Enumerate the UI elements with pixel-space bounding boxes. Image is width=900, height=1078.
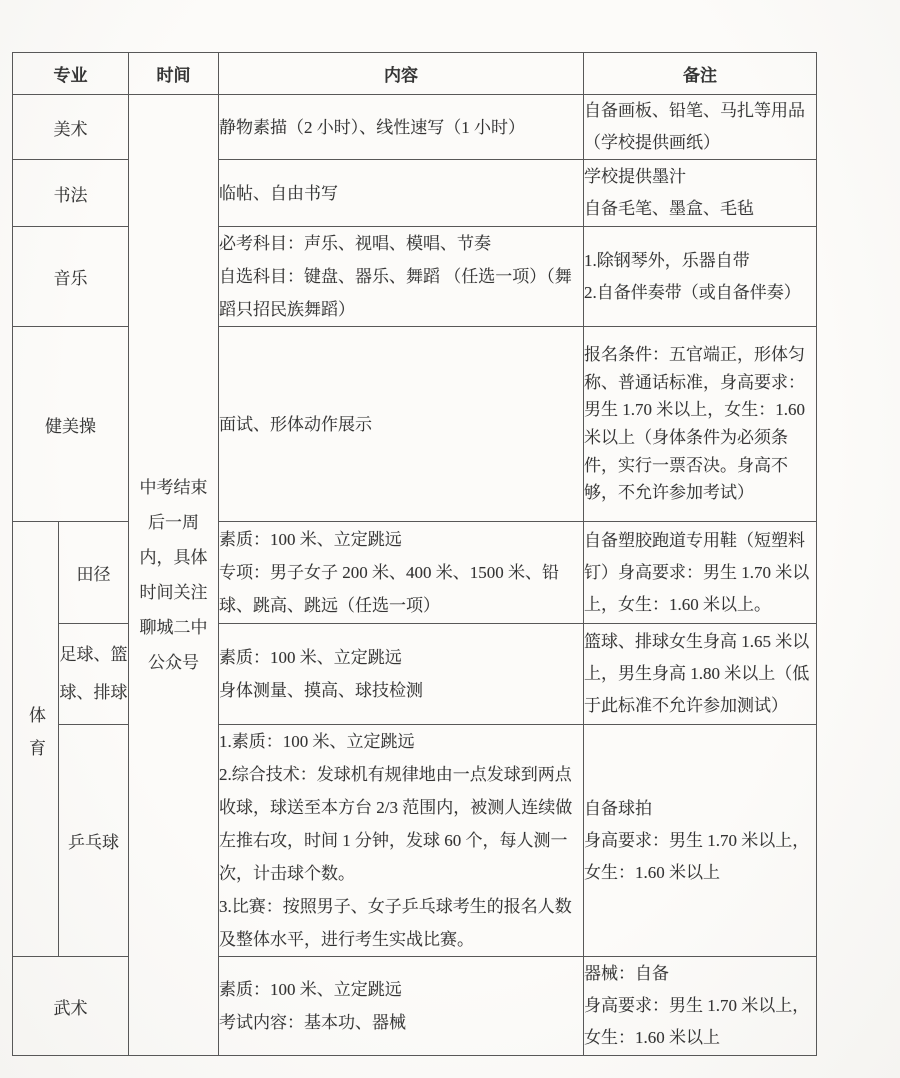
table-tennis-content-cell bbox=[219, 725, 584, 957]
time-cell bbox=[129, 95, 219, 1056]
text-line: 专项：男子女子 200 米、400 米、1500 米、铅球、跳高、跳远（任选一项） bbox=[219, 563, 559, 615]
header-time: 时间 bbox=[129, 53, 219, 95]
text-line: 自备毛笔、墨盒、毛毡 bbox=[584, 199, 754, 218]
text-line: 面试、形体动作展示 bbox=[219, 414, 372, 434]
aerobics-content-cell bbox=[219, 327, 584, 522]
table-tennis-notes-cell bbox=[584, 725, 817, 957]
text-line: 自备画板、铅笔、马扎等用品 bbox=[584, 101, 805, 120]
table-row-art bbox=[13, 95, 817, 160]
text-line: 临帖、自由书写 bbox=[219, 183, 338, 203]
text-line: 静物素描（2 小时）、线性速写（1 小时） bbox=[219, 117, 525, 137]
art-content-cell bbox=[219, 95, 584, 160]
time-line: 中考结束 bbox=[139, 478, 208, 497]
table-header-row bbox=[13, 53, 817, 95]
track-content-cell bbox=[219, 522, 584, 624]
text-line: 器械：自备 bbox=[584, 964, 669, 983]
text-line: 考试内容：基本功、器械 bbox=[219, 1013, 406, 1032]
text-line: 身高要求：男生 1.70 米以上，女生：1.60 米以上 bbox=[584, 996, 810, 1047]
music-content-cell bbox=[219, 227, 584, 327]
text-line: 必考科目：声乐、视唱、模唱、节奏 bbox=[219, 234, 491, 253]
ball-games-specialty-cell: 足球、篮球、排球 bbox=[59, 624, 129, 725]
header-notes: 备注 bbox=[584, 53, 817, 95]
text-line: （学校提供画纸） bbox=[584, 133, 720, 152]
text-line: 1.素质：100 米、立定跳远 bbox=[219, 732, 415, 751]
text-line: 素质：100 米、立定跳远 bbox=[219, 980, 402, 999]
martial-arts-specialty-cell: 武术 bbox=[13, 957, 129, 1056]
table-tennis-specialty-cell: 乒乓球 bbox=[59, 725, 129, 957]
text-line: 2.综合技术：发球机有规律地由一点发球到两点收球，球送至本方台 2/3 范围内，被测人连续做左推右攻，时间 1 分钟，发球 60 个，每人测一次，计击球个数。 bbox=[219, 765, 573, 883]
aerobics-specialty-cell: 健美操 bbox=[13, 327, 129, 522]
calligraphy-content-cell bbox=[219, 160, 584, 227]
time-line: 时间关注 bbox=[139, 583, 208, 602]
text-line: 自选科目：键盘、器乐、舞蹈 （任选一项）（舞蹈只招民族舞蹈） bbox=[219, 267, 572, 319]
text-line: 自备球拍 bbox=[584, 798, 652, 818]
music-specialty-cell: 音乐 bbox=[13, 227, 129, 327]
art-notes-cell bbox=[584, 95, 817, 160]
text-line: 身体测量、摸高、球技检测 bbox=[219, 681, 423, 700]
text-line: 自备塑胶跑道专用鞋（短塑料钉）身高要求：男生 1.70 米以上，女生：1.60 米以上。 bbox=[584, 530, 810, 614]
text-line: 报名条件：五官端正，形体匀称、普通话标准，身高要求：男生 1.70 米以上，女生：1.60 米以上（身体条件为必须条件，实行一票否决。身高不够，不允许参加考试） bbox=[584, 345, 805, 503]
art-specialty-cell: 美术 bbox=[13, 95, 129, 160]
time-line: 聊城二中 bbox=[139, 618, 208, 637]
track-notes-cell bbox=[584, 522, 817, 624]
calligraphy-specialty-cell: 书法 bbox=[13, 160, 129, 227]
music-notes-cell bbox=[584, 227, 817, 327]
text-line: 篮球、排球女生身高 1.65 米以上，男生身高 1.80 米以上（低于此标准不允许参加测试） bbox=[584, 632, 810, 715]
header-content: 内容 bbox=[219, 53, 584, 95]
text-line: 身高要求：男生 1.70 米以上，女生：1.60 米以上 bbox=[584, 830, 810, 882]
aerobics-notes-cell bbox=[584, 327, 817, 522]
text-line: 3.比赛：按照男子、女子乒乓球考生的报名人数及整体水平，进行考生实战比赛。 bbox=[219, 897, 572, 949]
time-line: 公众号 bbox=[148, 653, 199, 672]
text-line: 2.自备伴奏带（或自备伴奏） bbox=[584, 282, 801, 302]
ball-games-content-cell bbox=[219, 624, 584, 725]
text-line: 素质：100 米、立定跳远 bbox=[219, 530, 402, 549]
exam-schedule-table bbox=[12, 52, 817, 1056]
header-specialty: 专业 bbox=[13, 53, 129, 95]
calligraphy-notes-cell bbox=[584, 160, 817, 227]
track-specialty-cell: 田径 bbox=[59, 522, 129, 624]
sports-group-cell: 体育 bbox=[13, 522, 59, 957]
martial-arts-content-cell bbox=[219, 957, 584, 1056]
time-line: 内，具体 bbox=[139, 548, 208, 567]
ball-games-notes-cell bbox=[584, 624, 817, 725]
martial-arts-notes-cell bbox=[584, 957, 817, 1056]
text-line: 1.除钢琴外，乐器自带 bbox=[584, 250, 750, 270]
text-line: 学校提供墨汁 bbox=[584, 167, 686, 186]
time-line: 后一周 bbox=[148, 513, 199, 532]
text-line: 素质：100 米、立定跳远 bbox=[219, 648, 402, 667]
